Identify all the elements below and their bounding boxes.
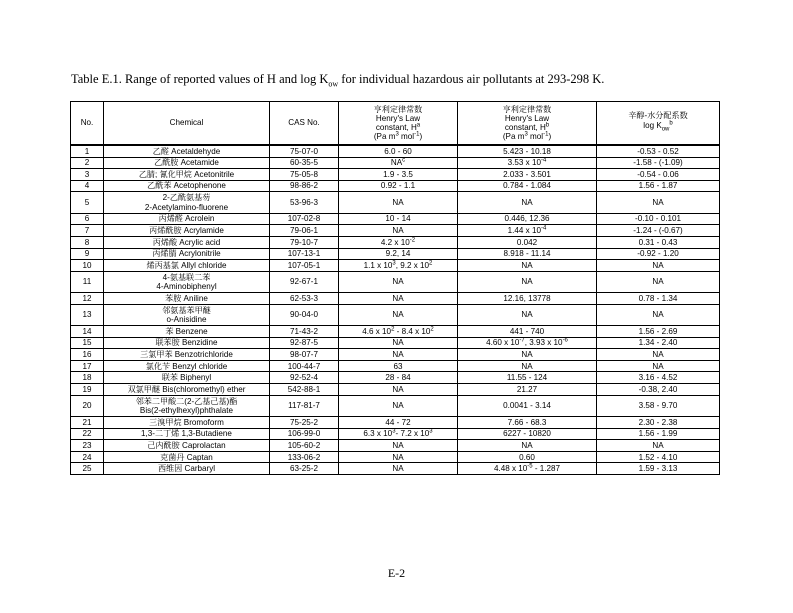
chemical-name-line: 丙烯酸 Acrylic acid xyxy=(152,237,221,247)
chemical-name-line: 氯化苄 Benzyl chloride xyxy=(145,361,228,371)
header-cas: CAS No. xyxy=(270,102,339,146)
row-cas: 62-53-3 xyxy=(270,293,339,305)
row-no: 5 xyxy=(71,192,104,213)
chemical-name-line: 邻氨基苯甲醚 xyxy=(162,305,211,315)
row-log-kow: 1.56 - 1.99 xyxy=(597,428,720,440)
row-henry-b: NA xyxy=(458,260,597,272)
row-henry-a: NA xyxy=(339,384,458,396)
row-no: 4 xyxy=(71,180,104,192)
row-log-kow: 1.56 - 1.87 xyxy=(597,180,720,192)
row-henry-a: NA xyxy=(339,293,458,305)
row-no: 9 xyxy=(71,248,104,260)
row-cas: 71-43-2 xyxy=(270,326,339,338)
header-no: No. xyxy=(71,102,104,146)
row-log-kow: 1.59 - 3.13 xyxy=(597,463,720,475)
table-row xyxy=(71,451,720,463)
header-henry-a: 亨利定律常数 Henry's Law constant, $H^a$ (Pa $m^3$ mol$^{-1}$) xyxy=(339,102,458,146)
row-cas: 107-05-1 xyxy=(270,260,339,272)
row-cas: 92-52-4 xyxy=(270,372,339,384)
row-henry-b: 2.033 - 3.501 xyxy=(458,169,597,181)
row-cas: 542-88-1 xyxy=(270,384,339,396)
row-cas: 107-13-1 xyxy=(270,248,339,260)
row-log-kow: NA xyxy=(597,349,720,361)
row-chemical xyxy=(104,192,270,213)
row-henry-a: NA xyxy=(339,451,458,463)
row-henry-a: 4.6 x $10^2 - 8.4$ x $10^2$ xyxy=(339,326,458,338)
row-no: 22 xyxy=(71,428,104,440)
table-row xyxy=(71,169,720,181)
row-chemical xyxy=(104,304,270,325)
row-henry-b: NA xyxy=(458,304,597,325)
chemical-name-line: 2-乙酰氨基芴 xyxy=(162,193,211,203)
row-chemical xyxy=(104,372,270,384)
chemical-name-line: 丙烯酰胺 Acrylamide xyxy=(149,226,224,236)
row-cas: 106-99-0 xyxy=(270,428,339,440)
row-henry-a: NA xyxy=(339,337,458,349)
table-header-row xyxy=(71,102,720,146)
row-log-kow: 0.31 - 0.43 xyxy=(597,236,720,248)
table-row xyxy=(71,213,720,225)
table-row xyxy=(71,157,720,169)
row-chemical xyxy=(104,360,270,372)
row-henry-a: NA xyxy=(339,225,458,237)
table-row xyxy=(71,271,720,292)
row-cas: 92-67-1 xyxy=(270,271,339,292)
table-row xyxy=(71,225,720,237)
row-no: 6 xyxy=(71,213,104,225)
row-chemical xyxy=(104,248,270,260)
row-no: 2 xyxy=(71,157,104,169)
row-henry-a: NA xyxy=(339,349,458,361)
chemical-name-line: 4-氨基联二苯 xyxy=(162,272,211,282)
chemical-name-line: o-Anisidine xyxy=(166,314,207,324)
chemical-name-line: 1,3-二丁烯 1,3-Butadiene xyxy=(141,429,232,439)
row-log-kow: NA xyxy=(597,192,720,213)
table-caption: Table E.1. Range of reported values of H and $\log K_{ow}$ for individual hazardous air pollutants at 293-298 K. xyxy=(71,72,605,89)
row-henry-a: NA xyxy=(339,395,458,416)
table-row xyxy=(71,463,720,475)
header-chemical: Chemical xyxy=(104,102,270,146)
row-no: 1 xyxy=(71,145,104,157)
table-row xyxy=(71,384,720,396)
chemical-name-line: 乙酰胺 Acetamide xyxy=(154,158,219,168)
chemical-name-line: 乙腈; 氰化甲烷 Acetonitrile xyxy=(138,169,235,179)
row-henry-a: $NA^c$ xyxy=(339,157,458,169)
row-henry-b: 0.042 xyxy=(458,236,597,248)
row-henry-b: 6227 - 10820 xyxy=(458,428,597,440)
data-table xyxy=(70,101,720,475)
row-no: 3 xyxy=(71,169,104,181)
row-chemical xyxy=(104,451,270,463)
row-chemical xyxy=(104,395,270,416)
table-row xyxy=(71,395,720,416)
row-log-kow: 1.34 - 2.40 xyxy=(597,337,720,349)
row-cas: 75-25-2 xyxy=(270,417,339,429)
row-henry-b: 441 - 740 xyxy=(458,326,597,338)
row-cas: 100-44-7 xyxy=(270,360,339,372)
row-henry-b: 4.60 x $10^{-7}$, 3.93 x $10^{-6}$ xyxy=(458,337,597,349)
row-henry-a: 28 - 84 xyxy=(339,372,458,384)
chemical-name-line: 双氯甲醚 Bis(chloromethyl) ether xyxy=(127,384,246,394)
table-row xyxy=(71,337,720,349)
row-no: 13 xyxy=(71,304,104,325)
row-henry-a: NA xyxy=(339,463,458,475)
row-log-kow: 1.52 - 4.10 xyxy=(597,451,720,463)
table-row xyxy=(71,360,720,372)
row-no: 24 xyxy=(71,451,104,463)
chemical-name-line: Bis(2-ethylhexyl)phthalate xyxy=(139,405,234,415)
chemical-name-line: 2-Acetylamino-fluorene xyxy=(144,202,229,212)
row-cas: 92-87-5 xyxy=(270,337,339,349)
row-no: 16 xyxy=(71,349,104,361)
row-henry-b: NA xyxy=(458,271,597,292)
chemical-name-line: 三溴甲烷 Bromoform xyxy=(149,417,224,427)
row-log-kow: -0.92 - 1.20 xyxy=(597,248,720,260)
row-cas: 117-81-7 xyxy=(270,395,339,416)
row-no: 11 xyxy=(71,271,104,292)
row-henry-b: 11.55 - 124 xyxy=(458,372,597,384)
row-no: 21 xyxy=(71,417,104,429)
chemical-name-line: 4-Aminobiphenyl xyxy=(156,281,217,291)
row-cas: 60-35-5 xyxy=(270,157,339,169)
header-henry-b: 亨利定律常数 Henry's Law constant, $H^b$ (Pa $m^3$ mol$^{-1}$) xyxy=(458,102,597,146)
row-henry-a: 63 xyxy=(339,360,458,372)
row-chemical xyxy=(104,236,270,248)
chemical-name-line: 乙酰苯 Acetophenone xyxy=(147,181,226,191)
row-cas: 53-96-3 xyxy=(270,192,339,213)
row-log-kow: NA xyxy=(597,360,720,372)
row-no: 25 xyxy=(71,463,104,475)
header-log-kow: 辛醇-水分配系数 $\log K_{ow}^b$ xyxy=(597,102,720,146)
table-row xyxy=(71,372,720,384)
row-chemical xyxy=(104,260,270,272)
row-cas: 107-02-8 xyxy=(270,213,339,225)
row-no: 14 xyxy=(71,326,104,338)
table-row xyxy=(71,417,720,429)
table-row xyxy=(71,236,720,248)
chemical-name-line: 邻苯二甲酸二(2-乙基己基)酯 xyxy=(135,396,238,406)
row-chemical xyxy=(104,145,270,157)
chemical-name-line: 苯 Benzene xyxy=(165,326,208,336)
row-chemical xyxy=(104,225,270,237)
table-row xyxy=(71,440,720,452)
row-log-kow: -0.10 - 0.101 xyxy=(597,213,720,225)
row-henry-a: NA xyxy=(339,192,458,213)
row-no: 18 xyxy=(71,372,104,384)
table-row xyxy=(71,145,720,157)
chemical-name-line: 烯丙基氯 Allyl chloride xyxy=(146,260,227,270)
table-row xyxy=(71,304,720,325)
row-chemical xyxy=(104,463,270,475)
table-row xyxy=(71,326,720,338)
row-cas: 79-06-1 xyxy=(270,225,339,237)
row-no: 10 xyxy=(71,260,104,272)
chemical-name-line: 克菌丹 Captan xyxy=(160,452,213,462)
row-henry-b: 12.16, 13778 xyxy=(458,293,597,305)
table-row xyxy=(71,248,720,260)
row-log-kow: 1.56 - 2.69 xyxy=(597,326,720,338)
row-log-kow: -1.24 - (-0.67) xyxy=(597,225,720,237)
row-henry-b: 0.60 xyxy=(458,451,597,463)
row-chemical xyxy=(104,271,270,292)
row-henry-b: 4.48 x $10^{-5} - 1.287$ xyxy=(458,463,597,475)
row-henry-a: 4.2 x $10^{-2}$ xyxy=(339,236,458,248)
row-chemical xyxy=(104,417,270,429)
row-log-kow: 3.58 - 9.70 xyxy=(597,395,720,416)
page-number: E-2 xyxy=(387,566,406,580)
row-cas: 63-25-2 xyxy=(270,463,339,475)
row-cas: 105-60-2 xyxy=(270,440,339,452)
row-log-kow: NA xyxy=(597,440,720,452)
chemical-name-line: 苯胺 Aniline xyxy=(165,293,208,303)
row-log-kow: -0.53 - 0.52 xyxy=(597,145,720,157)
row-henry-a: 1.1 x $10^3$, 9.2 x $10^2$ xyxy=(339,260,458,272)
row-henry-b: 5.423 - 10.18 xyxy=(458,145,597,157)
row-henry-a: 10 - 14 xyxy=(339,213,458,225)
row-henry-a: NA xyxy=(339,271,458,292)
row-cas: 98-07-7 xyxy=(270,349,339,361)
row-cas: 133-06-2 xyxy=(270,451,339,463)
table-row xyxy=(71,293,720,305)
row-chemical xyxy=(104,157,270,169)
row-log-kow: 0.78 - 1.34 xyxy=(597,293,720,305)
row-no: 12 xyxy=(71,293,104,305)
row-henry-a: 6.3 x $10^3-$ 7.2 x $10^3$ xyxy=(339,428,458,440)
row-cas: 79-10-7 xyxy=(270,236,339,248)
row-chemical xyxy=(104,326,270,338)
row-no: 17 xyxy=(71,360,104,372)
row-henry-b: 0.0041 - 3.14 xyxy=(458,395,597,416)
row-chemical xyxy=(104,180,270,192)
table-row xyxy=(71,428,720,440)
row-chemical xyxy=(104,428,270,440)
row-no: 23 xyxy=(71,440,104,452)
row-log-kow: -0.38, 2.40 xyxy=(597,384,720,396)
row-henry-a: 0.92 - 1.1 xyxy=(339,180,458,192)
chemical-name-line: 联苯胺 Benzidine xyxy=(155,338,218,348)
row-log-kow: -0.54 - 0.06 xyxy=(597,169,720,181)
row-henry-b: 0.446, 12.36 xyxy=(458,213,597,225)
row-no: 19 xyxy=(71,384,104,396)
table-row xyxy=(71,260,720,272)
row-log-kow: NA xyxy=(597,304,720,325)
row-log-kow: NA xyxy=(597,271,720,292)
chemical-name-line: 丙烯醛 Acrolein xyxy=(158,214,215,224)
row-cas: 75-05-8 xyxy=(270,169,339,181)
row-henry-a: NA xyxy=(339,304,458,325)
row-henry-a: NA xyxy=(339,440,458,452)
chemical-name-line: 三氯甲苯 Benzotrichloride xyxy=(140,349,233,359)
chemical-name-line: 联苯 Biphenyl xyxy=(161,373,212,383)
row-henry-b: NA xyxy=(458,360,597,372)
row-henry-b: 21.27 xyxy=(458,384,597,396)
row-chemical xyxy=(104,293,270,305)
row-log-kow: -1.58 - (-1.09) xyxy=(597,157,720,169)
row-no: 7 xyxy=(71,225,104,237)
row-chemical xyxy=(104,337,270,349)
row-henry-a: 44 - 72 xyxy=(339,417,458,429)
row-henry-b: 7.66 - 68.3 xyxy=(458,417,597,429)
table-row xyxy=(71,349,720,361)
row-chemical xyxy=(104,384,270,396)
row-chemical xyxy=(104,213,270,225)
row-henry-b: 1.44 x $10^{-4}$ xyxy=(458,225,597,237)
row-log-kow: 3.16 - 4.52 xyxy=(597,372,720,384)
chemical-name-line: 乙醛 Acetaldehyde xyxy=(152,146,221,156)
table-row xyxy=(71,180,720,192)
row-henry-b: NA xyxy=(458,349,597,361)
row-cas: 90-04-0 xyxy=(270,304,339,325)
row-henry-b: NA xyxy=(458,440,597,452)
row-henry-a: 6.0 - 60 xyxy=(339,145,458,157)
row-log-kow: 2.30 - 2.38 xyxy=(597,417,720,429)
row-no: 15 xyxy=(71,337,104,349)
table-body xyxy=(71,145,720,475)
row-henry-b: 0.784 - 1.084 xyxy=(458,180,597,192)
row-chemical xyxy=(104,349,270,361)
row-cas: 98-86-2 xyxy=(270,180,339,192)
row-henry-b: 8.918 - 11.14 xyxy=(458,248,597,260)
chemical-name-line: 西维因 Carbaryl xyxy=(157,464,216,474)
row-henry-a: 9.2, 14 xyxy=(339,248,458,260)
chemical-name-line: 丙烯腈 Acrylonitrile xyxy=(152,249,221,259)
row-henry-a: 1.9 - 3.5 xyxy=(339,169,458,181)
row-chemical xyxy=(104,440,270,452)
row-chemical xyxy=(104,169,270,181)
row-cas: 75-07-0 xyxy=(270,145,339,157)
table-row xyxy=(71,192,720,213)
row-no: 20 xyxy=(71,395,104,416)
row-log-kow: NA xyxy=(597,260,720,272)
chemical-name-line: 己内酰胺 Caprolactan xyxy=(147,440,226,450)
row-no: 8 xyxy=(71,236,104,248)
row-henry-b: 3.53 x $10^{-4}$ xyxy=(458,157,597,169)
row-henry-b: NA xyxy=(458,192,597,213)
